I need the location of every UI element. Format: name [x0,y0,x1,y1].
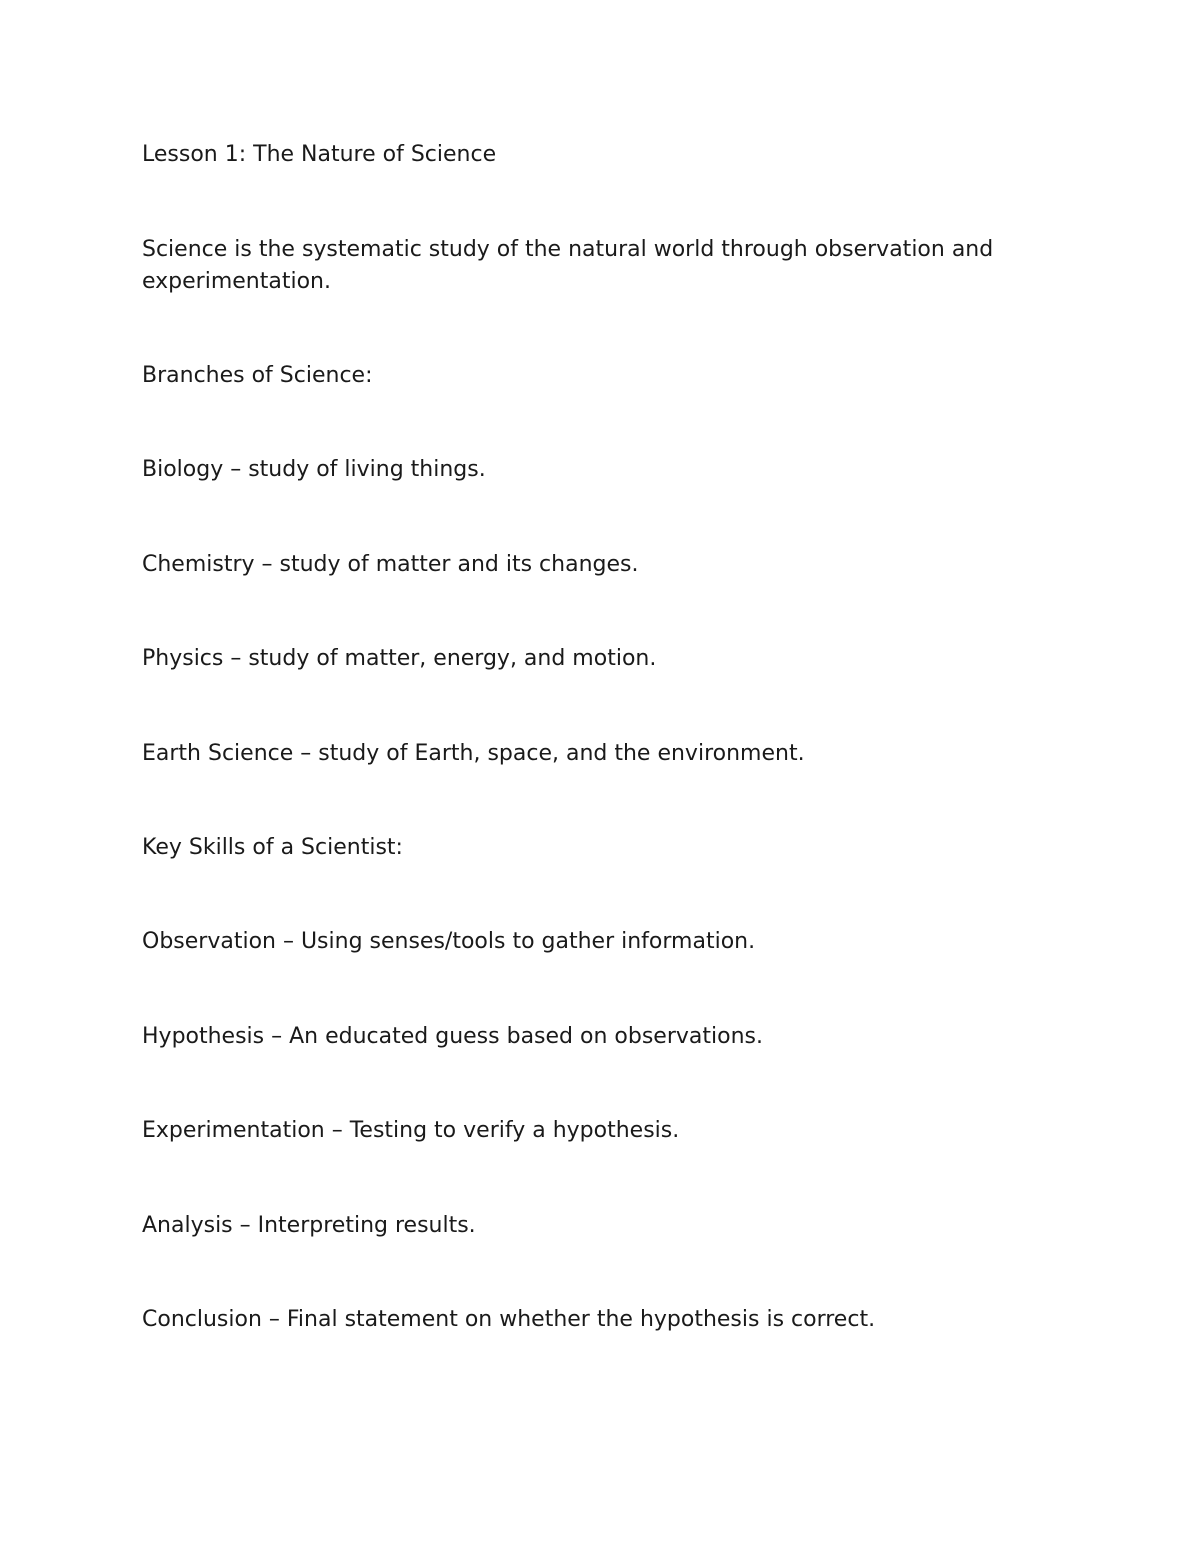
branch-physics: Physics – study of matter, energy, and motion. [142,646,657,671]
skills-heading: Key Skills of a Scientist: [142,835,403,860]
skill-experimentation: Experimentation – Testing to verify a hypothesis. [142,1118,680,1143]
lesson-title: Lesson 1: The Nature of Science [142,142,497,167]
skill-analysis: Analysis – Interpreting results. [142,1213,476,1238]
intro-paragraph: Science is the systematic study of the natural world through observation and experimentation. [142,237,994,294]
branches-heading: Branches of Science: [142,363,373,388]
skill-conclusion: Conclusion – Final statement on whether the hypothesis is correct. [142,1307,876,1332]
skill-hypothesis: Hypothesis – An educated guess based on observations. [142,1024,763,1049]
branch-chemistry: Chemistry – study of matter and its changes. [142,552,639,577]
branch-earth-science: Earth Science – study of Earth, space, and the environment. [142,741,805,766]
skill-observation: Observation – Using senses/tools to gather information. [142,929,756,954]
branch-biology: Biology – study of living things. [142,457,486,482]
